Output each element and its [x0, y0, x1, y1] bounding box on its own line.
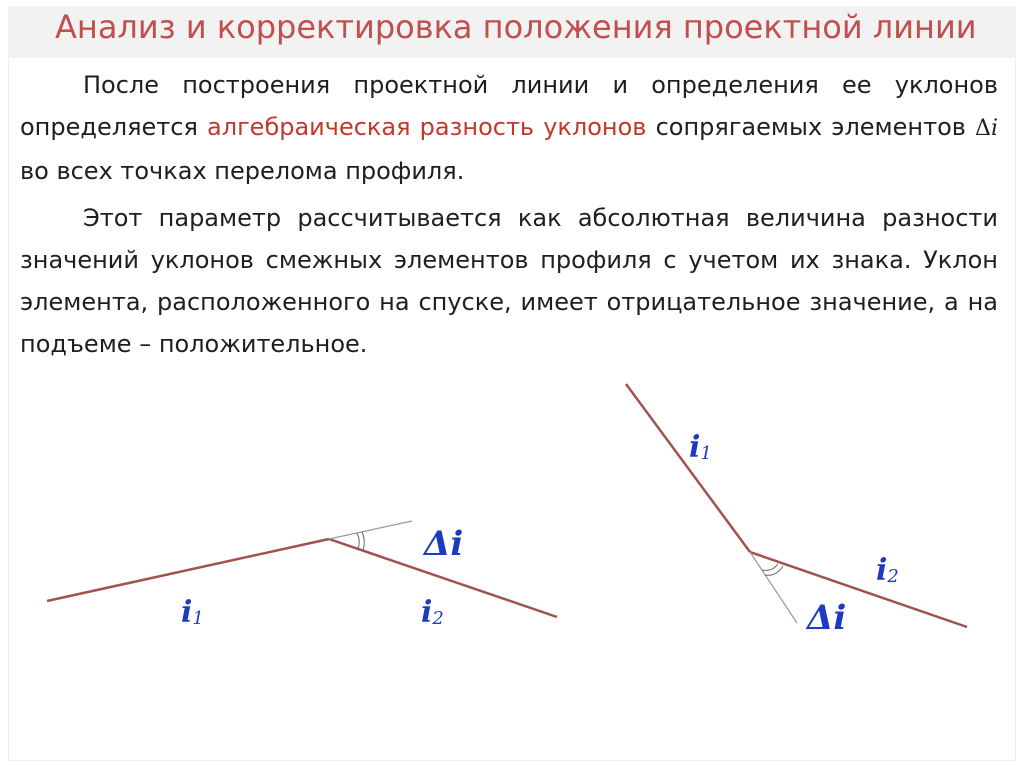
right-label-i1: i1	[689, 430, 712, 465]
diagram-right	[626, 384, 967, 638]
left-angle-arc-2	[362, 532, 364, 551]
left-segment-i1	[47, 539, 329, 601]
slide-title: Анализ и корректировка положения проектной линии	[55, 8, 977, 46]
left-label-i1: i1	[181, 595, 204, 630]
left-extension-line	[329, 521, 412, 539]
right-segment-i2	[750, 552, 967, 627]
highlight-text: алгебраическая разность уклонов	[207, 113, 647, 141]
delta-i-symbol: Δi	[975, 116, 998, 141]
paragraph-2-text: Этот параметр рассчитывается как абсолютная величина разности значений уклонов смежных элементов профиля с учетом их знака. Уклон элемента, расположенного на спуске, имеет отрицательное значение, а на подъеме – положительное.	[20, 204, 998, 358]
diagram-left	[47, 521, 557, 630]
left-label-delta-i: Δi	[424, 524, 464, 564]
right-segment-i1	[626, 384, 750, 552]
paragraph-1-part-1: После построения проектной линии и определения ее уклонов определяется	[20, 71, 998, 141]
left-angle-arc-1	[357, 533, 359, 549]
paragraph-1-part-3: во всех точках перелома профиля.	[20, 157, 465, 185]
right-angle-arc-1	[762, 564, 778, 570]
paragraph-1-part-2: сопрягаемых элементов	[646, 113, 976, 141]
left-label-i2: i2	[421, 595, 444, 630]
right-label-delta-i: Δi	[807, 598, 847, 638]
right-label-i2: i2	[876, 553, 899, 588]
right-extension-line	[750, 552, 797, 623]
